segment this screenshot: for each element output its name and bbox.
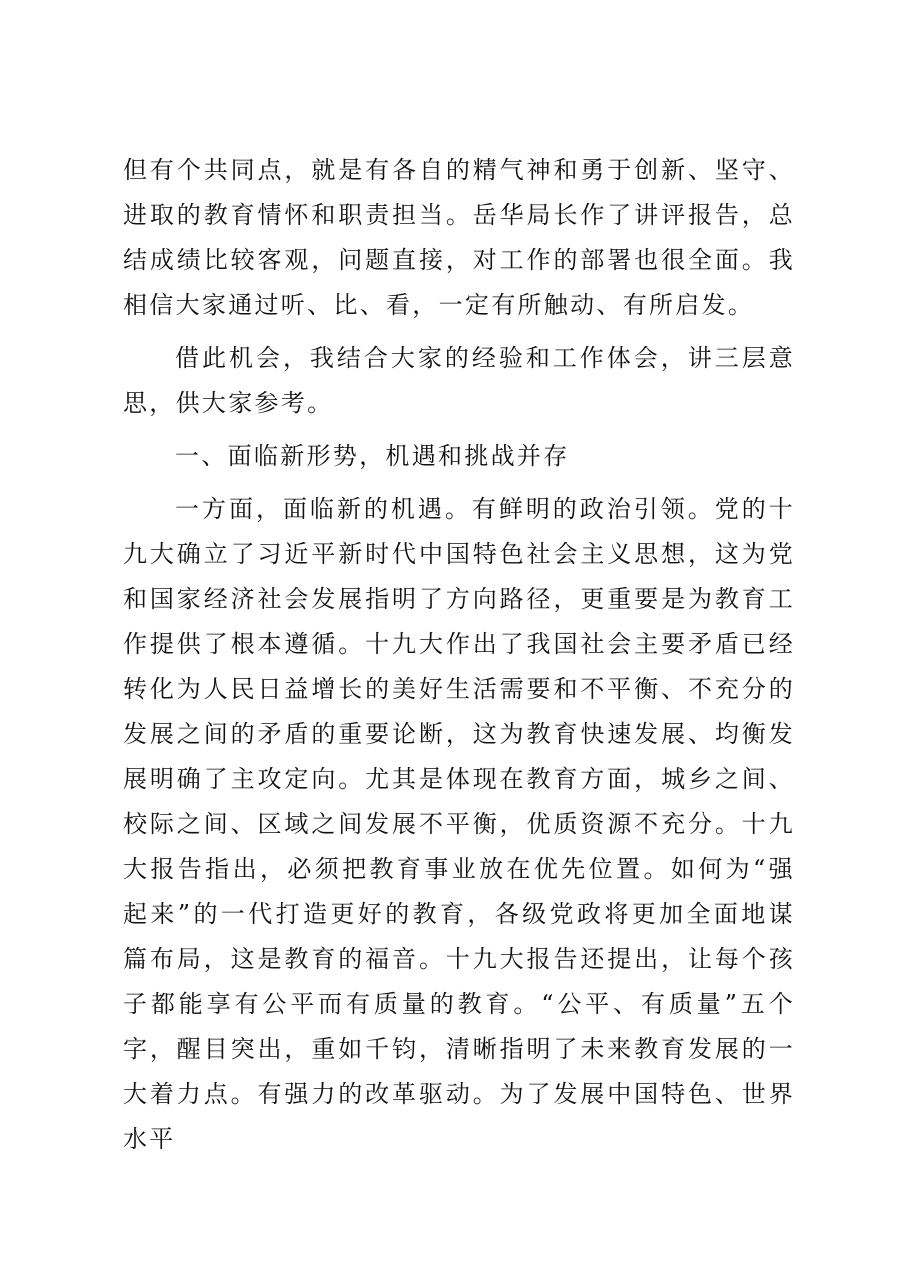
- section-heading-1: 一、面临新形势，机遇和挑战并存: [175, 442, 570, 470]
- document-body: [123, 148, 795, 1162]
- paragraph-opportunities: 一方面，面临新的机遇。有鲜明的政治引领。党的十九大确立了习近平新时代中国特色社会主义思想，这为党和国家经济社会发展指明了方向路径，更重要是为教育工作提供了根本遵循。十九大作出了我国社会主要矛盾已经转化为人民日益增长的美好生活需要和不平衡、不充分的发展之间的矛盾的重要论断，这为教育快速发展、均衡发展明确了主攻定向。尤其是体现在教育方面，城乡之间、校际之间、区域之间发展不平衡，优质资源不充分。十九大报告指出，必须把教育事业放在优先位置。如何为“强起来”的一代打造更好的教育，各级党政将更加全面地谋篇布局，这是教育的福音。十九大报告还提出，让每个孩子都能享有公平而有质量的教育。“公平、有质量”五个字，醒目突出，重如千钧，清晰指明了未来教育发展的一大着力点。有强力的改革驱动。为了发展中国特色、世界水平: [123, 495, 795, 1153]
- paragraph-intro: 借此机会，我结合大家的经验和工作体会，讲三层意思，供大家参考。: [123, 344, 795, 417]
- paragraph-continuation: 但有个共同点，就是有各自的精气神和勇于创新、坚守、进取的教育情怀和职责担当。岳华局长作了讲评报告，总结成绩比较客观，问题直接，对工作的部署也很全面。我相信大家通过听、比、看，一定有所触动、有所启发。: [123, 156, 795, 319]
